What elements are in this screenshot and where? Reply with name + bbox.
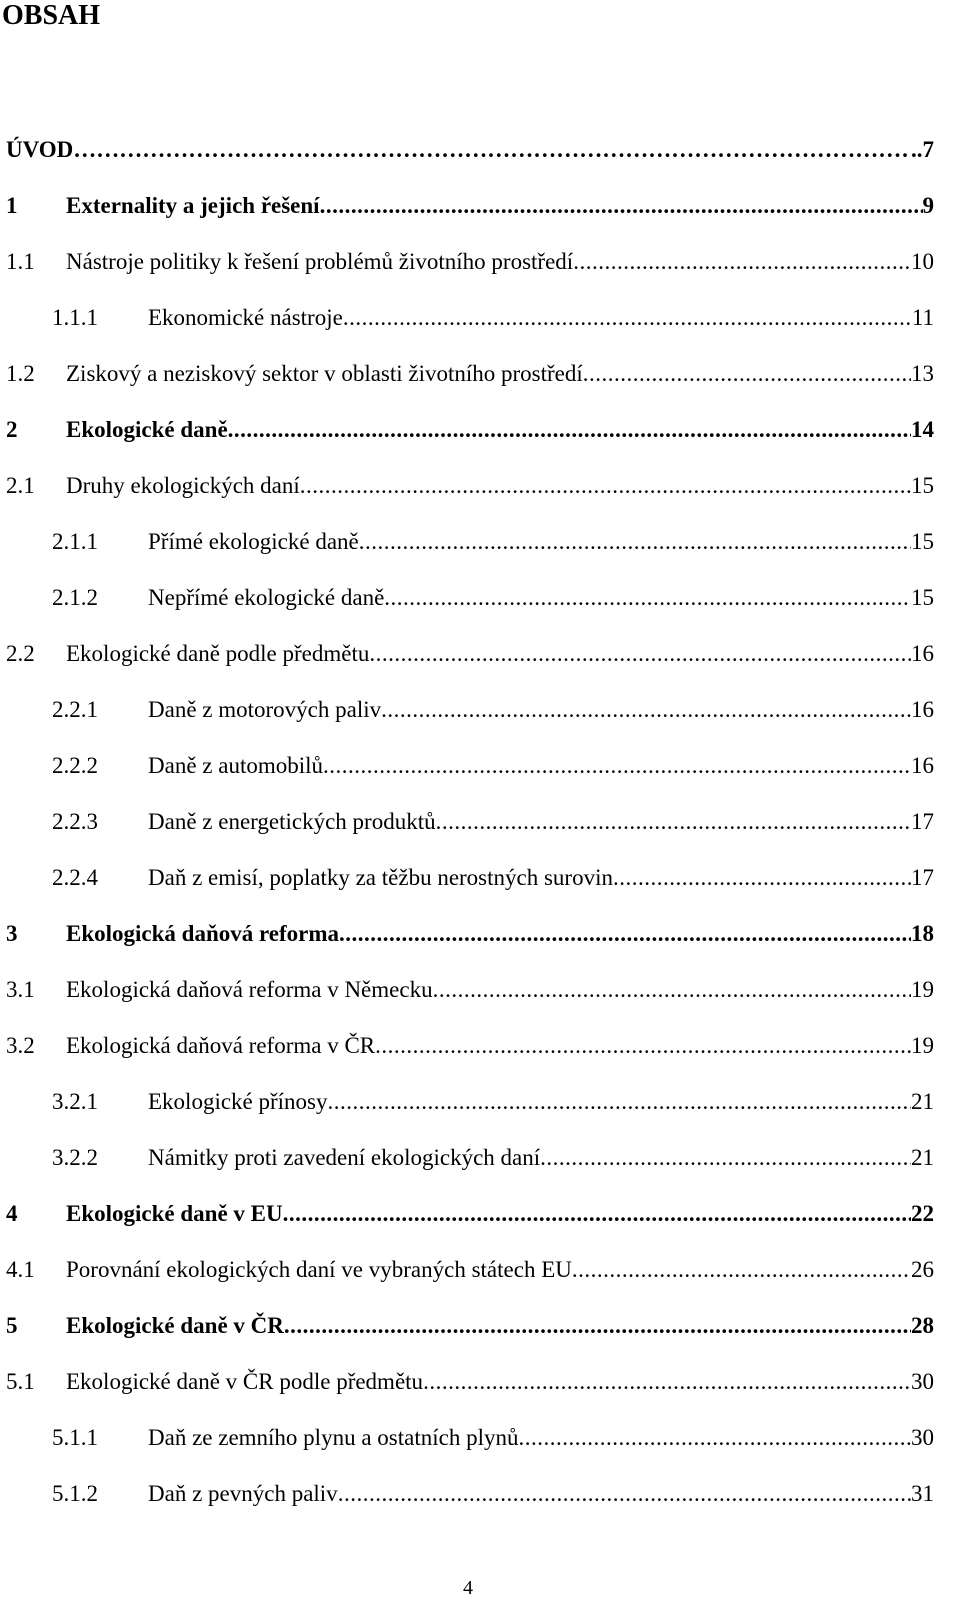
- toc-entry-number: 2.2: [6, 641, 35, 666]
- toc-entry-title: Přímé ekologické daně: [148, 529, 359, 554]
- toc-entry[interactable]: [52, 804, 934, 840]
- toc-entry-page: 17: [911, 865, 934, 890]
- toc-entry-leader: [436, 804, 911, 840]
- toc-entry[interactable]: [6, 468, 934, 504]
- toc-entry-number: 1: [6, 193, 18, 218]
- toc-entry-title: Ekologická daňová reforma v ČR: [66, 1033, 376, 1058]
- toc-entry-page: 21: [911, 1145, 934, 1170]
- toc-entry-leader: [300, 468, 911, 504]
- toc-entry-title: Daně z energetických produktů: [148, 809, 436, 834]
- toc-entry-page: ..7: [911, 137, 934, 162]
- toc-entry[interactable]: [6, 972, 934, 1008]
- toc-entry-number: 2: [6, 417, 18, 442]
- toc-entry-number: 5: [6, 1313, 18, 1338]
- toc-entry-leader: [369, 636, 911, 672]
- toc-entry[interactable]: [6, 1364, 934, 1400]
- toc-entry[interactable]: [52, 1084, 934, 1120]
- toc-entry-title: Daně z motorových paliv: [148, 697, 382, 722]
- toc-entry-number: 5.1: [6, 1369, 35, 1394]
- toc-entry-number: 2.1.2: [52, 585, 98, 610]
- toc-entry[interactable]: [6, 1196, 934, 1232]
- toc-entry[interactable]: [6, 356, 934, 392]
- toc-entry-page: 16: [911, 641, 934, 666]
- toc-entry-number: 1.1.1: [52, 305, 98, 330]
- toc-entry-title: Druhy ekologických daní: [66, 473, 300, 498]
- toc-entry-number: 1.2: [6, 361, 35, 386]
- toc-entry[interactable]: [6, 636, 934, 672]
- toc-entry-title: Ekologické daně: [66, 417, 228, 442]
- toc-entry[interactable]: [6, 1308, 934, 1344]
- toc-entry-page: 19: [911, 977, 934, 1002]
- page-number: 4: [463, 1577, 473, 1599]
- toc-entry[interactable]: [52, 860, 934, 896]
- toc-entry[interactable]: [52, 524, 934, 560]
- toc-entry[interactable]: [6, 132, 934, 168]
- toc-entry-leader: [384, 580, 911, 616]
- toc-entry-title: Nástroje politiky k řešení problémů životního prostředí: [66, 249, 574, 274]
- toc-entry-leader: [572, 1252, 911, 1288]
- toc-entry-number: 2.2.4: [52, 865, 98, 890]
- toc-entry-page: 21: [911, 1089, 934, 1114]
- toc-entry[interactable]: [52, 300, 934, 336]
- toc-entry-title: Daně z automobilů: [148, 753, 324, 778]
- toc-entry-title: Ekologické daně v ČR: [66, 1313, 284, 1338]
- toc-entry-title: Nepřímé ekologické daně: [148, 585, 385, 610]
- toc-entry-number: 5.1.2: [52, 1481, 98, 1506]
- toc-entry-title: Ekologické daně v EU: [66, 1201, 283, 1226]
- toc-entry-page: 28: [911, 1313, 934, 1338]
- page-heading: OBSAH: [2, 0, 101, 31]
- toc-entry-page: 15: [911, 585, 934, 610]
- toc-entry[interactable]: [52, 1420, 934, 1456]
- toc-entry-title: ÚVOD: [6, 137, 74, 162]
- toc-entry-title: Ekologická daňová reforma: [66, 921, 340, 946]
- toc-entry-title: Daň ze zemního plynu a ostatních plynů: [148, 1425, 519, 1450]
- toc-entry-page: 15: [911, 529, 934, 554]
- toc-entry[interactable]: [52, 748, 934, 784]
- toc-entry-title: Porovnání ekologických daní ve vybraných státech EU: [66, 1257, 572, 1282]
- toc-entry-title: Ekonomické nástroje: [148, 305, 343, 330]
- toc-entry[interactable]: [52, 692, 934, 728]
- toc-entry-leader: [583, 356, 911, 392]
- toc-entry[interactable]: [52, 1140, 934, 1176]
- toc-entry[interactable]: [52, 1476, 934, 1512]
- toc-entry-leader: [343, 300, 912, 336]
- toc-entry-leader: [284, 1308, 911, 1344]
- toc-entry-leader: [540, 1140, 911, 1176]
- toc-entry-number: 1.1: [6, 249, 35, 274]
- toc-entry-title: Externality a jejich řešení: [66, 193, 320, 218]
- toc-entry-leader: [381, 692, 911, 728]
- toc-entry-number: 3: [6, 921, 18, 946]
- toc-entry-page: 18: [911, 921, 934, 946]
- toc-entry-leader: [283, 1196, 911, 1232]
- toc-entry-number: 2.2.3: [52, 809, 98, 834]
- toc-entry-leader: [359, 524, 911, 560]
- toc-entry[interactable]: [6, 1028, 934, 1064]
- toc-entry-leader: [573, 244, 911, 280]
- toc-entry-title: Ekologická daňová reforma v Německu: [66, 977, 433, 1002]
- toc-entry-page: 30: [911, 1425, 934, 1450]
- toc-entry-leader: [339, 916, 911, 952]
- toc-entry[interactable]: [52, 580, 934, 616]
- toc-entry[interactable]: [6, 188, 934, 224]
- toc-entry-number: 2.2.1: [52, 697, 98, 722]
- toc-entry-leader: [518, 1420, 911, 1456]
- toc-entry-leader: [320, 188, 923, 224]
- toc-entry-page: 10: [911, 249, 934, 274]
- toc-entry-leader: [433, 972, 911, 1008]
- toc-entry[interactable]: [6, 244, 934, 280]
- toc-entry-leader: [375, 1028, 911, 1064]
- toc-entry-title: Ekologické daně v ČR podle předmětu: [66, 1369, 424, 1394]
- toc-entry-number: 2.1: [6, 473, 35, 498]
- toc-entry-title: Ekologické přínosy: [148, 1089, 328, 1114]
- toc-entry-title: Daň z pevných paliv: [148, 1481, 338, 1506]
- toc-entry-leader: [323, 748, 911, 784]
- toc-entry-page: 14: [911, 417, 934, 442]
- toc-entry-number: 3.1: [6, 977, 35, 1002]
- toc-entry-number: 4.1: [6, 1257, 35, 1282]
- toc-entry-title: Námitky proti zavedení ekologických daní: [148, 1145, 541, 1170]
- toc-entry-number: 4: [6, 1201, 18, 1226]
- toc-entry-leader: [613, 860, 911, 896]
- toc-entry-page: 22: [911, 1201, 934, 1226]
- toc-entry-title: Ekologické daně podle předmětu: [66, 641, 370, 666]
- toc-entry[interactable]: [6, 1252, 934, 1288]
- toc-entry-leader: [328, 1084, 912, 1120]
- toc-entry-number: 2.2.2: [52, 753, 98, 778]
- toc-entry-number: 3.2.1: [52, 1089, 98, 1114]
- toc-entry-title: Ziskový a neziskový sektor v oblasti životního prostředí: [66, 361, 583, 386]
- toc-entry-number: 3.2: [6, 1033, 35, 1058]
- toc-entry-page: 31: [911, 1481, 934, 1506]
- toc-entry-page: 15: [911, 473, 934, 498]
- toc-entry-page: 19: [911, 1033, 934, 1058]
- toc-entry-page: 26: [911, 1257, 934, 1282]
- toc-entry-page: 30: [911, 1369, 934, 1394]
- toc-entry-leader: [228, 412, 911, 448]
- toc-entry-number: 5.1.1: [52, 1425, 98, 1450]
- toc-entry[interactable]: [6, 412, 934, 448]
- toc-entry-page: 16: [911, 697, 934, 722]
- toc-entry-number: 2.1.1: [52, 529, 98, 554]
- toc-entry-page: 11: [911, 305, 934, 330]
- toc-entry[interactable]: [6, 916, 934, 952]
- toc-entry-page: 16: [911, 753, 934, 778]
- toc-entry-leader: [338, 1476, 911, 1512]
- toc-entry-title: Daň z emisí, poplatky za těžbu nerostných surovin: [148, 865, 613, 890]
- toc-entry-page: 17: [911, 809, 934, 834]
- toc-entry-leader: [423, 1364, 911, 1400]
- toc-entry-leader: [73, 132, 911, 168]
- toc-entry-page: 9: [922, 193, 934, 218]
- toc-entry-page: 13: [911, 361, 934, 386]
- toc-entry-number: 3.2.2: [52, 1145, 98, 1170]
